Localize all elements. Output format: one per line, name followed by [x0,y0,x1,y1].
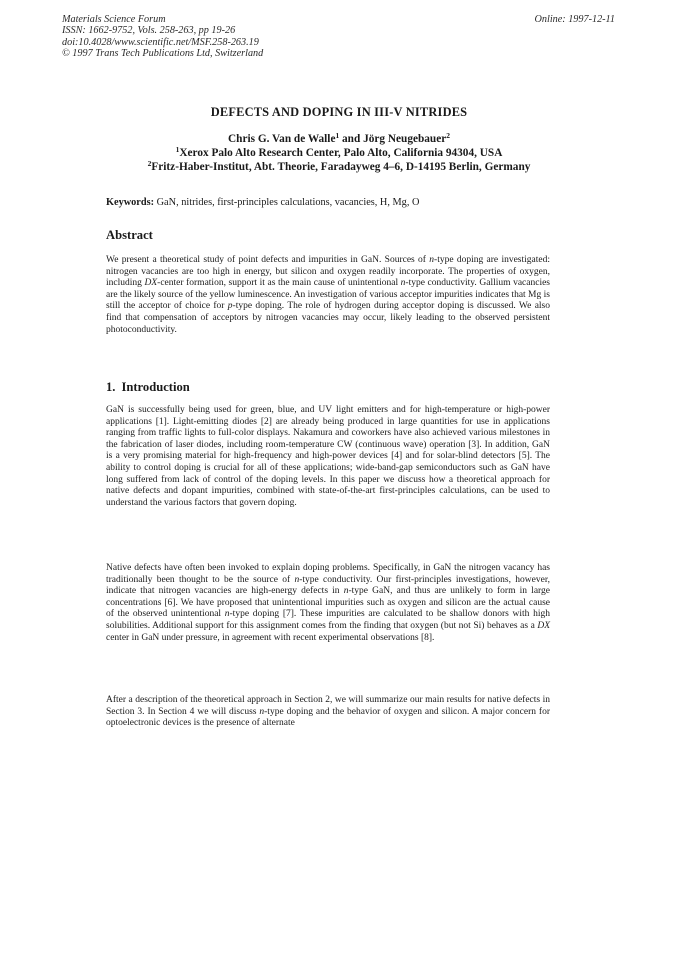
paper-title: DEFECTS AND DOPING IN III-V NITRIDES [210,105,468,119]
issn-line: ISSN: 1662-9752, Vols. 258-263, pp 19-26 [62,25,236,37]
keywords-line [106,197,576,208]
affiliation-1 [0,146,678,160]
abstract-heading: Abstract [106,228,153,242]
affiliation-2 [0,160,678,174]
author-and: and [342,133,361,145]
intro2-text-3: n [343,586,349,597]
copyright-line: © 1997 Trans Tech Publications Ltd, Switzerland [62,48,264,60]
keywords-text: GaN, nitrides, first-principles calculations, vacancies, H, Mg, O [156,197,420,208]
affiliation-2-text: Fritz-Haber-Institut, Abt. Theorie, Faradayweg 4–6, D-14195 Berlin, Germany [151,161,531,174]
abstract-text-6: -type conductivity. Gallium vacancies are the likely source of the yellow luminescence. An investigation of various acceptor impurities indicates that Mg is still the acceptor of choice for [106,278,551,312]
intro2-text-1: n [294,574,300,585]
author-1-affil-mark: 1 [335,131,340,140]
section-number: 1. [106,380,116,394]
intro2-text-4: -type GaN, and thus are unlikely to form in large concentrations [6]. We have proposed that unintentional impurities such as oxygen and silicon are the actual cause of the observed unintentional [106,586,550,620]
abstract-text-3: DX [144,278,158,289]
intro2-text-0: Native defects have often been invoked to explain doping problems. Specifically, in GaN the nitrogen vacancy has traditionally been thought to be the source of [106,563,550,585]
abstract-text-5: n [400,278,406,289]
section-title: Introduction [121,380,190,394]
keywords-label: Keywords: [106,197,155,208]
online-date: Online: 1997-12-11 [534,14,615,25]
intro2-text-5: n [224,609,230,620]
author-2-affil-mark: 2 [446,131,450,140]
intro2-text-8: center in GaN under pressure, in agreement with recent experimental observations [8]. [106,632,435,643]
affiliation-1-mark: 1 [175,145,180,155]
abstract-text-0: We present a theoretical study of point defects and impurities in GaN. Sources of [106,255,430,265]
affiliation-1-text: Xerox Palo Alto Research Center, Palo Alto, California 94304, USA [179,147,503,160]
intro2-text-6: -type doping [7]. These impurities are calculated to be shallow donors with high solubilities. Additional support for this assignment comes from the finding that oxygen (but not Si) behaves as a [106,609,550,631]
abstract-text-7: p [227,301,233,312]
introduction-heading [106,380,190,395]
intro-paragraph-2 [106,563,550,644]
author-line [0,132,678,146]
intro-paragraph-1: GaN is successfully being used for green, blue, and UV light emitters and for high-temperature or high-power applications [1]. Light-emitting diodes [2] are already being produced in large quantities for use in applications ranging from traffic lights to full-color displays. Nakamura and coworkers have also achieved various milestones in the fabrication of laser diodes, including room-temperature CW (continuous wave) operation [3]. In addition, GaN is a very promising material for high-frequency and high-power devices [4] and for solar-blind detectors [5]. The ability to control doping is crucial for all of these applications; wide-band-gap semiconductors such as GaN have long suffered from lack of control of the doping levels. In this paper we discuss how a theoretical approach for native defects and dopant impurities, combined with state-of-the-art first-principles calculations, can be used to understand the various factors that govern doping. [106,405,550,508]
journal-name: Materials Science Forum [62,14,166,25]
intro3-text-0: After a description of the theoretical approach in Section 2, we will summarize our main results for native defects in Section 3. In Section 4 we will discuss [106,695,550,717]
intro-paragraph-3 [106,695,550,730]
intro3-text-2: -type doping and the behavior of oxygen and silicon. A major concern for optoelectronic devices is the presence of alternate [106,706,550,729]
abstract-text-4: -center formation, support it as the main cause of unintentional [157,278,401,289]
author-2: Jörg Neugebauer [363,133,447,145]
abstract-text-1: n [429,255,435,265]
abstract-paragraph [106,255,550,336]
abstract-text-8: -type doping. The role of hydrogen during acceptor doping is discussed. We also find that compensation of acceptors by nitrogen vacancies may occur, likely leading to the observed persistent photoconductivity. [106,301,550,335]
author-1: Chris G. Van de Walle [228,133,336,145]
affiliation-2-mark: 2 [147,159,152,169]
abstract-text-2: -type doping are investigated: nitrogen vacancies are too high in energy, but silicon and oxygen readily incorporate. The properties of oxygen, including [106,255,550,289]
intro3-text-1: n [259,706,265,717]
intro2-text-2: -type conductivity. Our first-principles investigations, however, indicate that nitrogen vacancies are high-energy defects in [106,574,550,597]
author-block [0,132,678,175]
doi-line: doi:10.4028/www.scientific.net/MSF.258-263.19 [62,36,259,48]
intro2-text-7: DX [537,620,550,631]
